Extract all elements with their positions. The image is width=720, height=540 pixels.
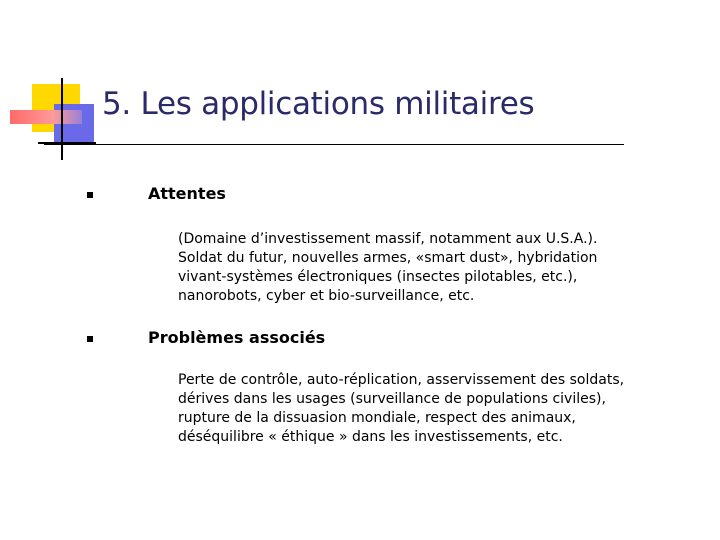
paragraph-line: déséquilibre « éthique » dans les investissements, etc.	[178, 429, 563, 445]
paragraph-line: (Domaine d’investissement massif, notamment aux U.S.A.).	[178, 231, 598, 247]
square-bullet-icon	[87, 192, 93, 198]
section-heading: Problèmes associés	[148, 328, 326, 347]
paragraph-line: nanorobots, cyber et bio-surveillance, etc.	[178, 288, 475, 304]
slide-title: 5. Les applications militaires	[102, 86, 535, 122]
section-heading: Attentes	[148, 184, 226, 203]
title-divider	[44, 144, 624, 145]
paragraph-line: rupture de la dissuasion mondiale, respect des animaux,	[178, 410, 576, 426]
paragraph-line: Perte de contrôle, auto-réplication, asservissement des soldats,	[178, 372, 625, 388]
paragraph-line: dérives dans les usages (surveillance de populations civiles),	[178, 391, 606, 407]
paragraph-line: vivant-systèmes électroniques (insectes pilotables, etc.),	[178, 269, 578, 285]
section-paragraph	[178, 230, 698, 306]
square-bullet-icon	[87, 336, 93, 342]
logo-vertical-line	[61, 78, 63, 160]
logo-red-bar	[10, 110, 82, 124]
section-paragraph	[178, 371, 698, 447]
paragraph-line: Soldat du futur, nouvelles armes, «smart dust», hybridation	[178, 250, 598, 266]
